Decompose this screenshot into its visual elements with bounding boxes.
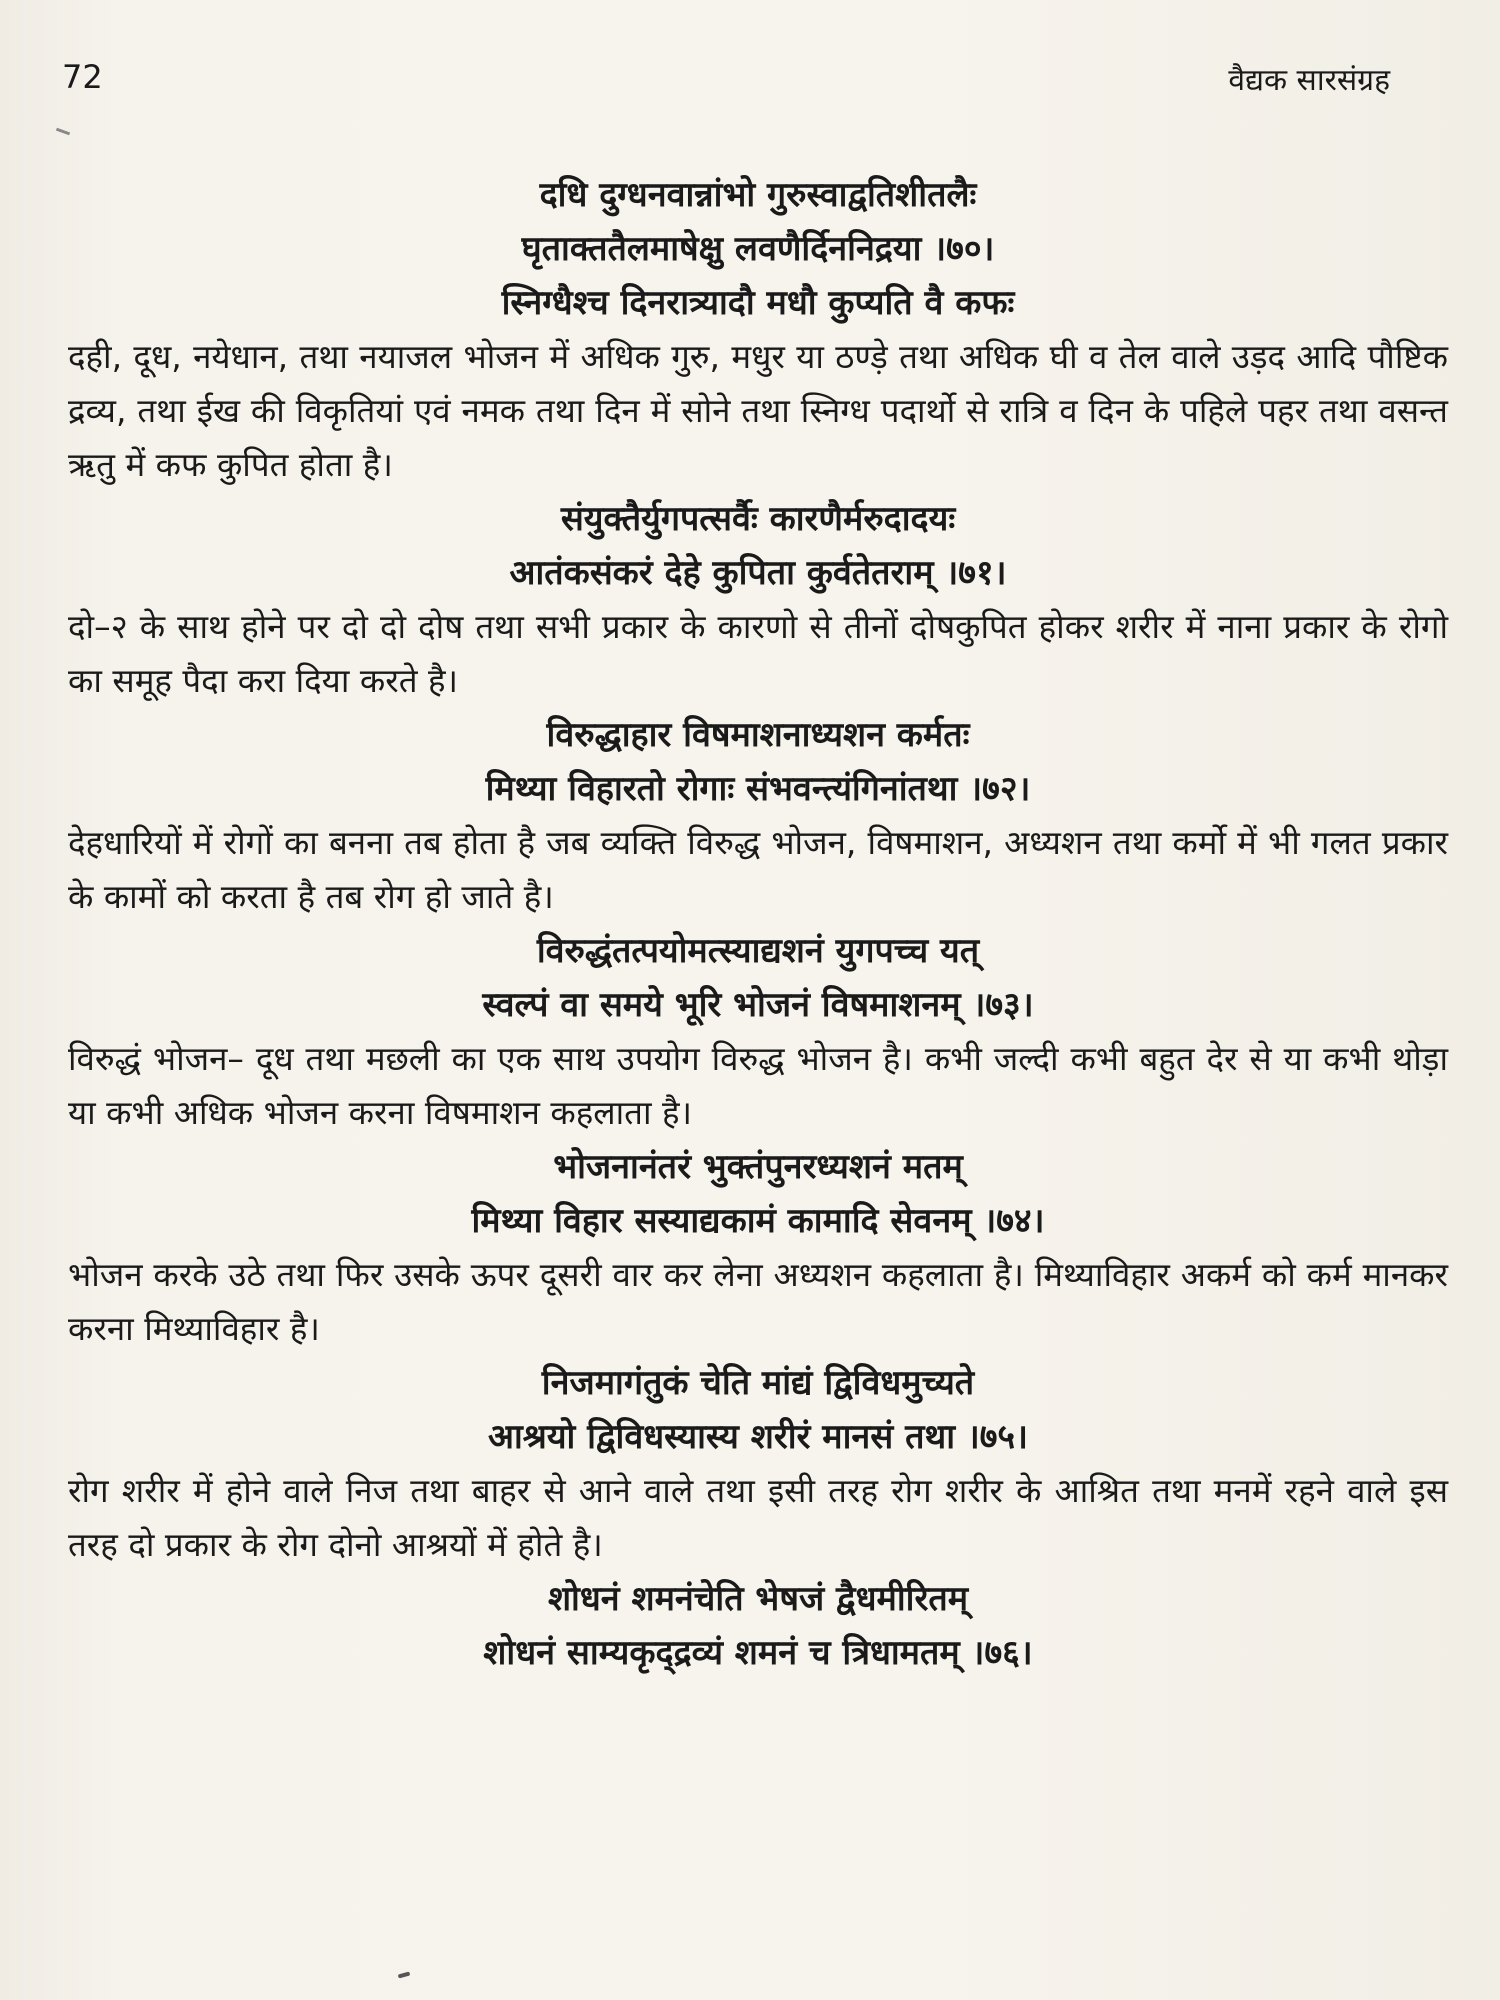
commentary-paragraph: देहधारियों में रोगों का बनना तब होता है जब व्यक्ति विरुद्ध भोजन, विषमाशन, अध्यशन तथा कर्मो में भी गलत प्रकार के कामों को करता है तब रोग हो जाते है। — [68, 823, 1448, 916]
verse-line: मिथ्या विहारतो रोगाः संभवन्त्यंगिनांतथा ।७२। — [485, 769, 1031, 809]
commentary-paragraph: भोजन करके उठे तथा फिर उसके ऊपर दूसरी वार कर लेना अध्यशन कहलाता है। मिथ्याविहार अकर्म को कर्म मानकर करना मिथ्याविहार है। — [68, 1255, 1448, 1348]
commentary-paragraph: दही, दूध, नयेधान, तथा नयाजल भोजन में अधिक गुरु, मधुर या ठण्ड़े तथा अधिक घी व तेल वाले उड़द आदि पौष्टिक द्रव्य, तथा ईख की विकृतियां एवं नमक तथा दिन में सोने तथा स्निग्ध पदार्थो से रात्रि व दिन के पहिले पहर तथा वसन्त ऋतु में कफ कुपित होता है। — [68, 337, 1448, 484]
verse-line: निजमागंतुकं चेति मांद्यं द्विविधमुच्यते — [541, 1363, 975, 1403]
ink-mark — [398, 1972, 411, 1979]
verse-73 — [68, 924, 1448, 1032]
page-header — [62, 58, 1390, 108]
verse-line: घृताक्ततैलमाषेक्षु लवणैर्दिननिद्रया ।७०। — [521, 229, 995, 269]
verse-line: विरुद्धाहार विषमाशनाध्यशन कर्मतः — [546, 715, 970, 755]
verse-line: मिथ्या विहार सस्याद्यकामं कामादि सेवनम् ।७४। — [471, 1201, 1045, 1241]
verse-line: भोजनानंतरं भुक्तंपुनरध्यशनं मतम् — [553, 1147, 963, 1187]
verse-72 — [68, 708, 1448, 816]
commentary-paragraph: विरुद्धं भोजन– दूध तथा मछली का एक साथ उपयोग विरुद्ध भोजन है। कभी जल्दी कभी बहुत देर से या कभी थोड़ा या कभी अधिक भोजन करना विषमाशन कहलाता है। — [68, 1039, 1448, 1132]
verse-line: दधि दुग्धनवान्नांभो गुरुस्वाद्वतिशीतलैः — [539, 175, 977, 215]
commentary-paragraph: दो–२ के साथ होने पर दो दो दोष तथा सभी प्रकार के कारणो से तीनों दोषकुपित होकर शरीर में नाना प्रकार के रोगो का समूह पैदा करा दिया करते है। — [68, 607, 1448, 700]
verse-71 — [68, 492, 1448, 600]
verse-line: शोधनं शमनंचेति भेषजं द्वैधमीरितम् — [547, 1579, 969, 1619]
verse-76 — [68, 1572, 1448, 1680]
running-title: वैद्यक सारसंग्रह — [1228, 63, 1390, 98]
page-content — [68, 168, 1448, 1680]
verse-line: स्वल्पं वा समये भूरि भोजनं विषमाशनम् ।७३। — [482, 985, 1034, 1025]
verse-75 — [68, 1356, 1448, 1464]
verse-line: संयुक्तैर्युगपत्सर्वैः कारणैर्मरुदादयः — [560, 499, 956, 539]
verse-line: आश्रयो द्विविधस्यास्य शरीरं मानसं तथा ।७५। — [488, 1417, 1028, 1457]
verse-line: आतंकसंकरं देहे कुपिता कुर्वतेतराम् ।७१। — [509, 553, 1007, 593]
verse-line: विरुद्धंतत्पयोमत्स्याद्यशनं युगपच्च यत् — [536, 931, 980, 971]
verse-74 — [68, 1140, 1448, 1248]
page-number: 72 — [62, 58, 103, 96]
verse-line: शोधनं साम्यकृद्द्रव्यं शमनं च त्रिधामतम् ।७६। — [483, 1633, 1033, 1673]
margin-mark — [56, 128, 70, 136]
verse-70 — [68, 168, 1448, 330]
commentary-paragraph: रोग शरीर में होने वाले निज तथा बाहर से आने वाले तथा इसी तरह रोग शरीर के आश्रित तथा मनमें रहने वाले इस तरह दो प्रकार के रोग दोनो आश्रयों में होते है। — [68, 1471, 1448, 1564]
verse-line: स्निग्धैश्च दिनरात्र्यादौ मधौ कुप्यति वै कफः — [501, 283, 1015, 323]
